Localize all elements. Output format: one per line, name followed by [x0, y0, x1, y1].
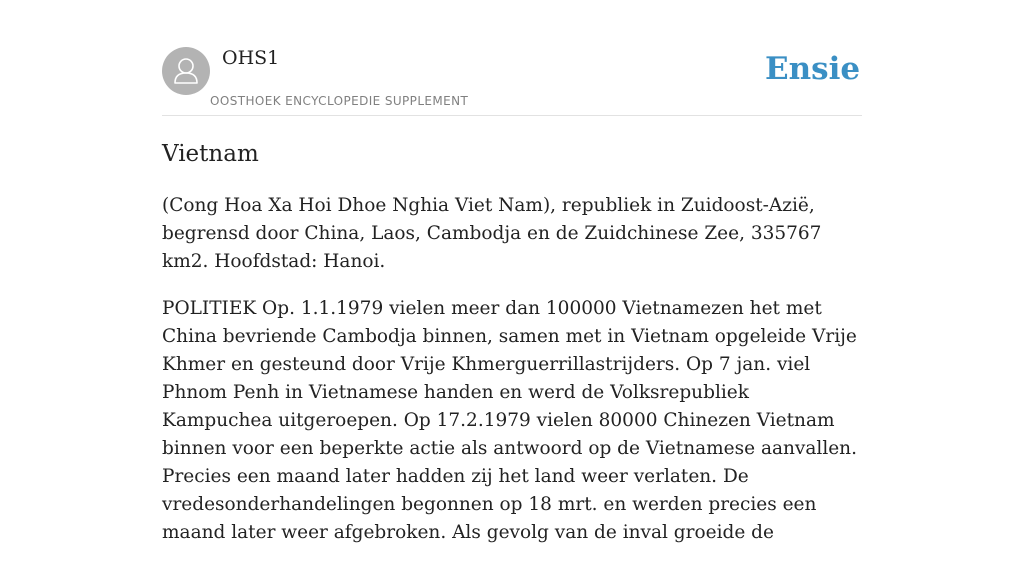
article-title: Vietnam: [162, 141, 259, 167]
article-paragraph-intro: (Cong Hoa Xa Hoi Dhoe Nghia Viet Nam), republiek in Zuidoost-Azië, begrensd door China, Laos, Cambodja en de Zuidchinese Zee, 335767 km2. Hoofdstad: Hanoi.: [162, 195, 822, 272]
brand-logo[interactable]: Ensie: [765, 51, 861, 87]
author-avatar[interactable]: [162, 47, 210, 95]
header-divider: [162, 115, 862, 116]
article-paragraph-politiek: POLITIEK Op. 1.1.1979 vielen meer dan 100000 Vietnamezen het met China bevriende Cambodja binnen, samen met in Vietnam opgeleide Vrije Khmer en gesteund door Vrije Khmerguerrillastrijders. Op 7 jan. viel Phnom Penh in Vietnamese handen en werd de Volksrepubliek Kampuchea uitgeroepen. Op 17.2.1979 vielen 80000 Chinezen Vietnam binnen voor een beperkte actie als antwoord op de Vietnamese aanvallen. Precies een maand later hadden zij het land weer verlaten. De vredesonderhandelingen begonnen op 18 mrt. en werden precies een maand later weer afgebroken. Als gevolg van de inval groeide de: [162, 298, 857, 543]
author-name[interactable]: OHS1: [222, 47, 280, 69]
source-label[interactable]: OOSTHOEK ENCYCLOPEDIE SUPPLEMENT: [210, 94, 469, 108]
user-icon: [162, 47, 210, 95]
article-body: [162, 192, 862, 566]
